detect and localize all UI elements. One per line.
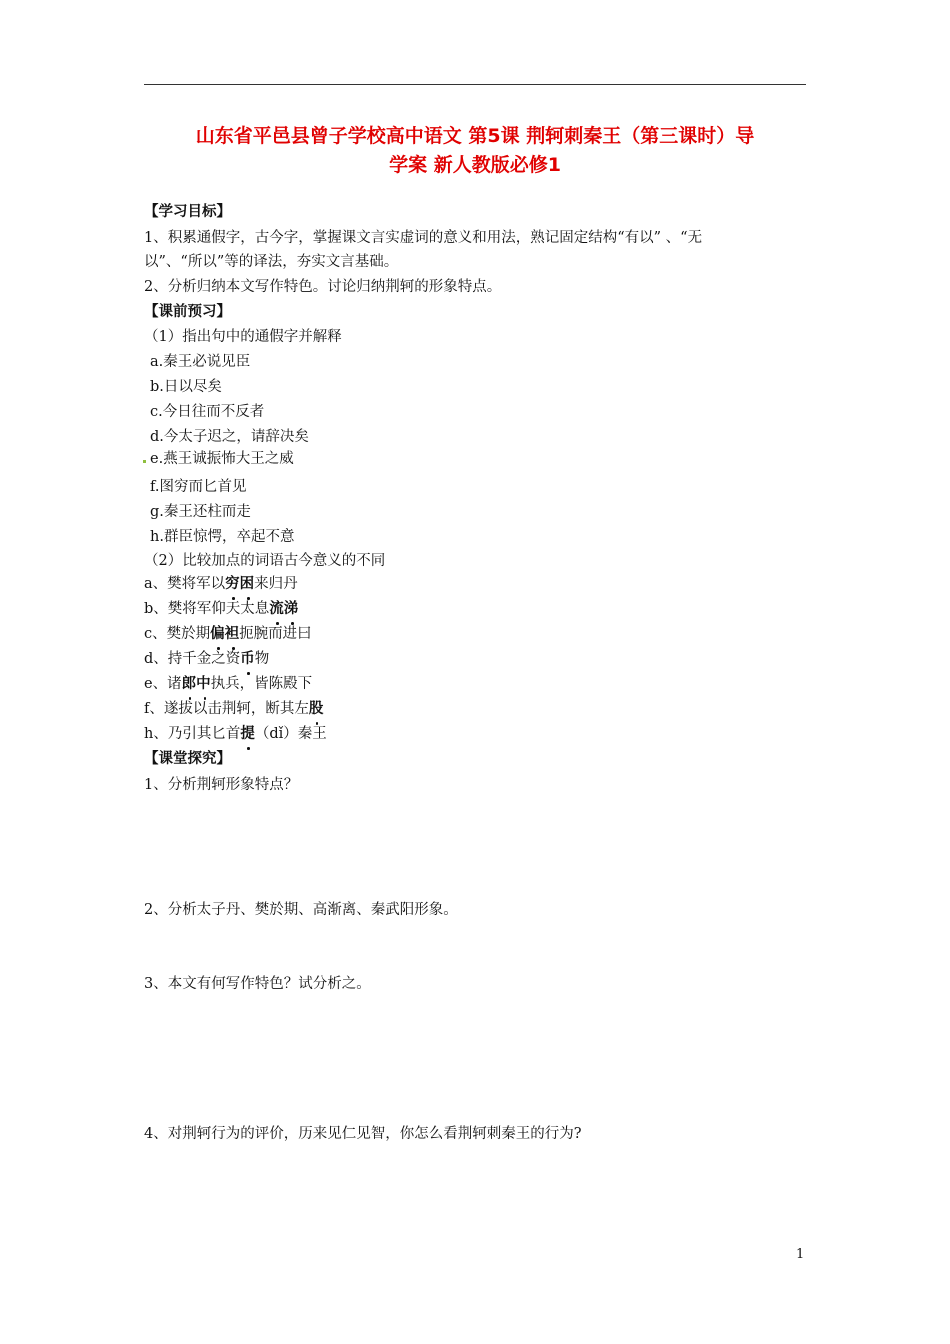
emphasized-word: 股	[309, 701, 324, 717]
item-text: 执兵，皆陈殿下	[210, 676, 313, 692]
item-text: 来归丹	[254, 576, 298, 592]
list-item: a.秦王必说见臣	[150, 354, 251, 370]
list-item	[144, 699, 323, 719]
list-item: g.秦王还柱而走	[150, 504, 251, 520]
explore-heading: 【课堂探究】	[144, 751, 231, 767]
list-item: d.今太子迟之，请辞决矣	[150, 429, 309, 445]
goal-item-1-line1: 1、积累通假字，古今字，掌握课文言实虚词的意义和用法，熟记固定结构“有以” 、“无	[144, 230, 703, 246]
margin-marker	[143, 460, 146, 463]
list-item: b.日以尽矣	[150, 379, 222, 395]
emphasized-word: 偏袒	[210, 626, 239, 642]
document-title-line2: 学案 新人教版必修1	[389, 154, 561, 176]
item-text: d、持千金之资	[144, 651, 241, 667]
list-item: h.群臣惊愕，卒起不意	[150, 529, 295, 545]
list-item	[144, 724, 327, 744]
goal-item-2: 2、分析归纳本文写作特色。讨论归纳荆轲的形象特点。	[144, 279, 502, 295]
item-text: f、遂拔以击荆轲，断其左	[144, 701, 309, 717]
item-text: b、樊将军仰天太息	[144, 601, 270, 617]
emphasized-word: 穷困	[225, 576, 254, 592]
explore-question-2: 2、分析太子丹、樊於期、高渐离、秦武阳形象。	[144, 902, 458, 918]
item-text: （dǐ）秦王	[254, 726, 327, 742]
list-item	[144, 574, 298, 594]
document-title-line1: 山东省平邑县曾子学校高中语文 第5课 荆轲刺秦王（第三课时）导	[195, 125, 755, 147]
preview-question-1: （1）指出句中的通假字并解释	[144, 329, 342, 345]
list-item: e.燕王诚振怖大王之威	[150, 451, 294, 467]
preview-question-2: （2）比较加点的词语古今意义的不同	[144, 553, 386, 569]
item-text: e、诸	[144, 676, 182, 692]
list-item	[144, 649, 269, 669]
preview-heading: 【课前预习】	[144, 304, 231, 320]
item-text: 物	[254, 651, 270, 667]
goals-heading: 【学习目标】	[144, 204, 231, 220]
explore-question-4: 4、对荆轲行为的评价，历来见仁见智，你怎么看荆轲刺秦王的行为?	[144, 1126, 582, 1142]
explore-question-3: 3、本文有何写作特色？试分析之。	[144, 976, 371, 992]
list-item: f.图穷而匕首见	[150, 479, 247, 495]
header-rule	[144, 84, 806, 85]
item-text: c、樊於期	[144, 626, 211, 642]
emphasized-word: 郎中	[182, 676, 211, 692]
list-item	[144, 599, 298, 619]
item-text: 扼腕而进曰	[239, 626, 312, 642]
list-item: c.今日往而不反者	[150, 404, 265, 420]
explore-question-1: 1、分析荆轲形象特点？	[144, 777, 299, 793]
list-item	[144, 624, 312, 644]
item-text: a、樊将军以	[144, 576, 226, 592]
goal-item-1-line2: 以”、“所以”等的译法，夯实文言基础。	[144, 254, 399, 270]
page-number: 1	[796, 1247, 805, 1262]
list-item	[144, 674, 312, 694]
item-text: h、乃引其匕首	[144, 726, 241, 742]
emphasized-word: 提	[240, 726, 255, 742]
emphasized-word: 流涕	[269, 601, 298, 617]
emphasized-word: 币	[240, 651, 255, 667]
